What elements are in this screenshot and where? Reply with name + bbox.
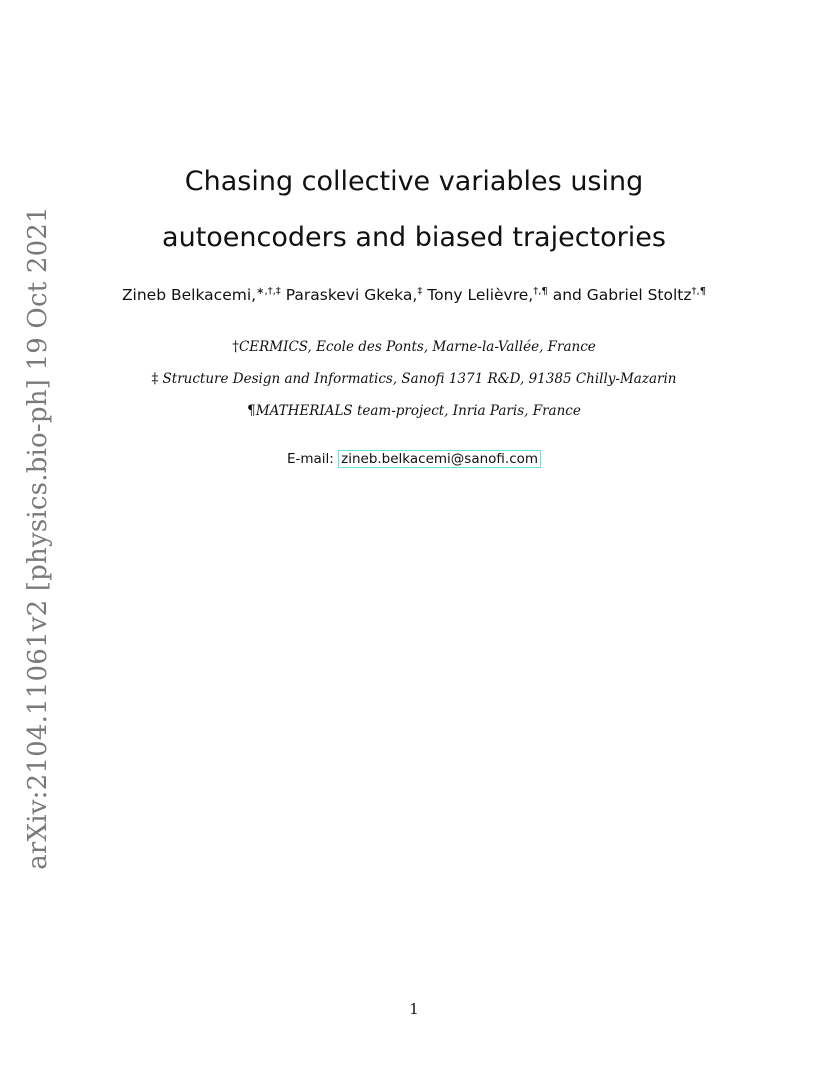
paper-title-line-1: Chasing collective variables using [184,166,644,197]
paper-title [0,154,828,266]
email-label: E-mail: [286,451,334,467]
author-name: Tony Lelièvre, [427,286,534,304]
author-name: Paraskevi Gkeka, [285,286,418,304]
author-name: Zineb Belkacemi, [121,286,257,304]
author-name: and Gabriel Stoltz [552,286,692,304]
affiliation-text: MATHERIALS team-project, Inria Paris, France [255,403,581,419]
affiliation-inria [0,403,828,419]
email-link[interactable]: zineb.belkacemi@sanofi.com [338,450,541,468]
author-affiliation-marks: ∗,†,‡ [256,286,281,297]
affiliation-text: Structure Design and Informatics, Sanofi 1371 R&D, 91385 Chilly-Mazarin [162,371,677,387]
author-affiliation-marks: †,¶ [691,286,707,297]
page-number: 1 [409,1000,419,1018]
author-list [0,286,828,304]
paper-title-line-2: autoencoders and biased trajectories [162,222,666,253]
affiliation-mark: ¶ [247,403,256,419]
author-affiliation-marks: ‡ [417,286,423,297]
contact-email [0,451,828,467]
affiliation-text: CERMICS, Ecole des Ponts, Marne-la-Vallée, France [238,339,596,355]
affiliation-sanofi [0,371,828,387]
arxiv-identifier-text: arXiv:2104.11061v2 [physics.bio-ph] 19 Oct 2021 [23,206,53,870]
affiliation-cermics [0,339,828,355]
affiliation-mark: † [232,339,239,355]
affiliation-mark: ‡ [151,371,159,387]
author-affiliation-marks: †,¶ [533,286,548,297]
